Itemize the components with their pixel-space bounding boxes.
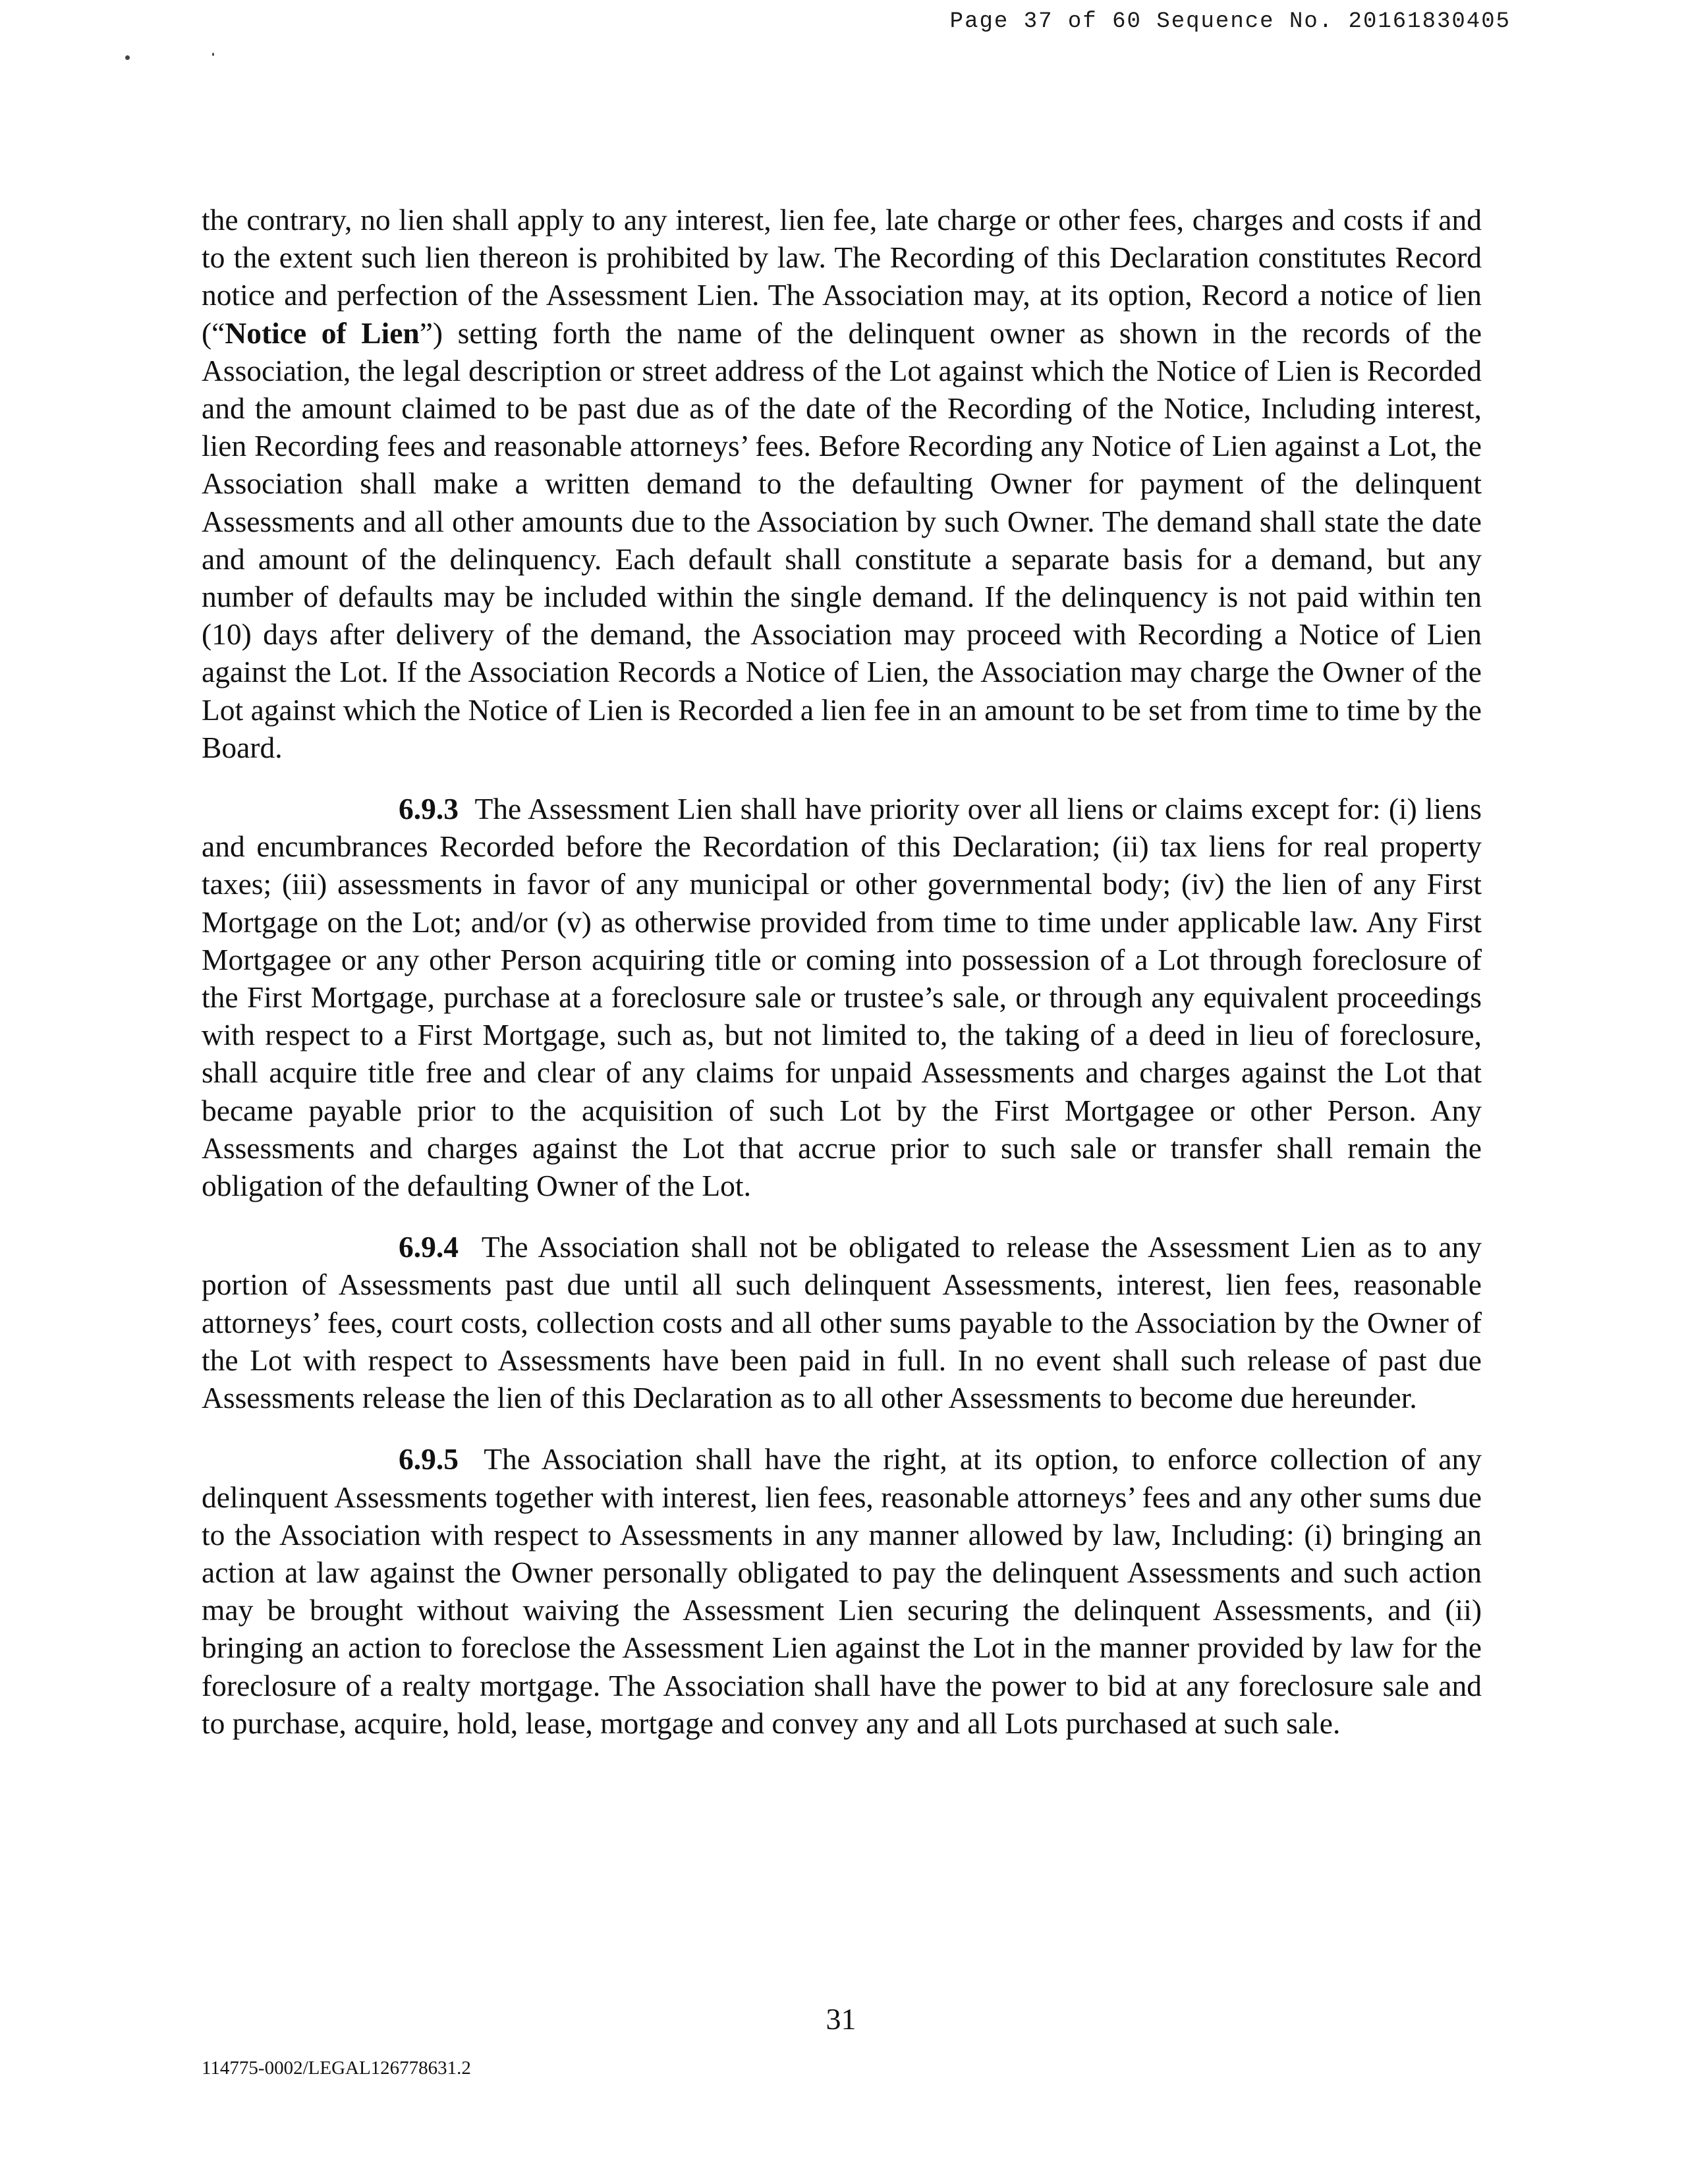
- paragraph-continuation: [202, 201, 1482, 766]
- paragraph-text: ”) setting forth the name of the delinquent owner as shown in the records of the Association, the legal description or street address of the Lot against which the Notice of Lien is Recorded and the amount claimed to be past due as of the date of the Recording of the Notice, Including interest, lien Recording fees and reasonable attorneys’ fees. Before Recording any Notice of Lien against a Lot, the Association shall make a written demand to the defaulting Owner for payment of the delinquent Assessments and all other amounts due to the Association by such Owner. The demand shall state the date and amount of the delinquency. Each default shall constitute a separate basis for a demand, but any number of defaults may be included within the single demand. If the delinquency is not paid within ten (10) days after delivery of the demand, the Association may proceed with Recording a Notice of Lien against the Lot. If the Association Records a Notice of Lien, the Association may charge the Owner of the Lot against which the Notice of Lien is Recorded a lien fee in an amount to be set from time to time by the Board.: [202, 316, 1482, 764]
- section-text: The Association shall not be obligated to release the Assessment Lien as to any portion of Assessments past due until all such delinquent Assessments, interest, lien fees, reasonable attorneys’ fees, court costs, collection costs and all other sums payable to the Association by the Owner of the Lot with respect to Assessments have been paid in full. In no event shall such release of past due Assessments release the lien of this Declaration as to all other Assessments to become due hereunder.: [202, 1230, 1482, 1415]
- document-body: [202, 201, 1482, 1766]
- section-number: 6.9.5: [399, 1442, 459, 1476]
- section-text: The Association shall have the right, at its option, to enforce collection of any delinquent Assessments together with interest, lien fees, reasonable attorneys’ fees and any other sums due to the Association with respect to Assessments in any manner allowed by law, Including: (i) bringing an action at law against the Owner personally obligated to pay the delinquent Assessments and such action may be brought without waiving the Assessment Lien securing the delinquent Assessments, and (ii) bringing an action to foreclose the Assessment Lien against the Lot in the manner provided by law for the foreclosure of a realty mortgage. The Association shall have the power to bid at any foreclosure sale and to purchase, acquire, hold, lease, mortgage and convey any and all Lots purchased at such sale.: [202, 1442, 1482, 1740]
- paragraph-text: the contrary, no lien shall apply to any interest, lien fee, late charge or other fees, charges and costs if and to the extent such lien thereon is prohibited by law. The Recording of this Declaration constitutes Record notice and perfection of the Assessment Lien. The Association may, at its option, Record a notice of lien (“: [202, 203, 1482, 350]
- defined-term: Notice of Lien: [225, 316, 420, 350]
- document-id: 114775-0002/LEGAL126778631.2: [202, 2058, 471, 2079]
- page-sequence-header: Page 37 of 60 Sequence No. 20161830405: [949, 9, 1511, 34]
- section-text: The Assessment Lien shall have priority over all liens or claims except for: (i) liens and encumbrances Recorded before the Recordation of this Declaration; (ii) tax liens for real property taxes; (iii) assessments in favor of any municipal or other governmental body; (iv) the lien of any First Mortgage on the Lot; and/or (v) as otherwise provided from time to time under applicable law. Any First Mortgagee or any other Person acquiring title or coming into possession of a Lot through foreclosure of the First Mortgage, purchase at a foreclosure sale or trustee’s sale, or through any equivalent proceedings with respect to a First Mortgage, such as, but not limited to, the taking of a deed in lieu of foreclosure, shall acquire title free and clear of any claims for unpaid Assessments and charges against the Lot that became payable prior to the acquisition of such Lot by the First Mortgagee or other Person. Any Assessments and charges against the Lot that accrue prior to such sale or transfer shall remain the obligation of the defaulting Owner of the Lot.: [202, 792, 1482, 1203]
- section-number: 6.9.3: [399, 792, 459, 826]
- scan-speck: [125, 55, 130, 60]
- section-6-9-4: [202, 1228, 1482, 1416]
- section-number: 6.9.4: [399, 1230, 459, 1264]
- scan-speck: [212, 53, 214, 56]
- section-6-9-3: [202, 790, 1482, 1204]
- section-6-9-5: [202, 1440, 1482, 1742]
- page-number: 31: [826, 2002, 856, 2036]
